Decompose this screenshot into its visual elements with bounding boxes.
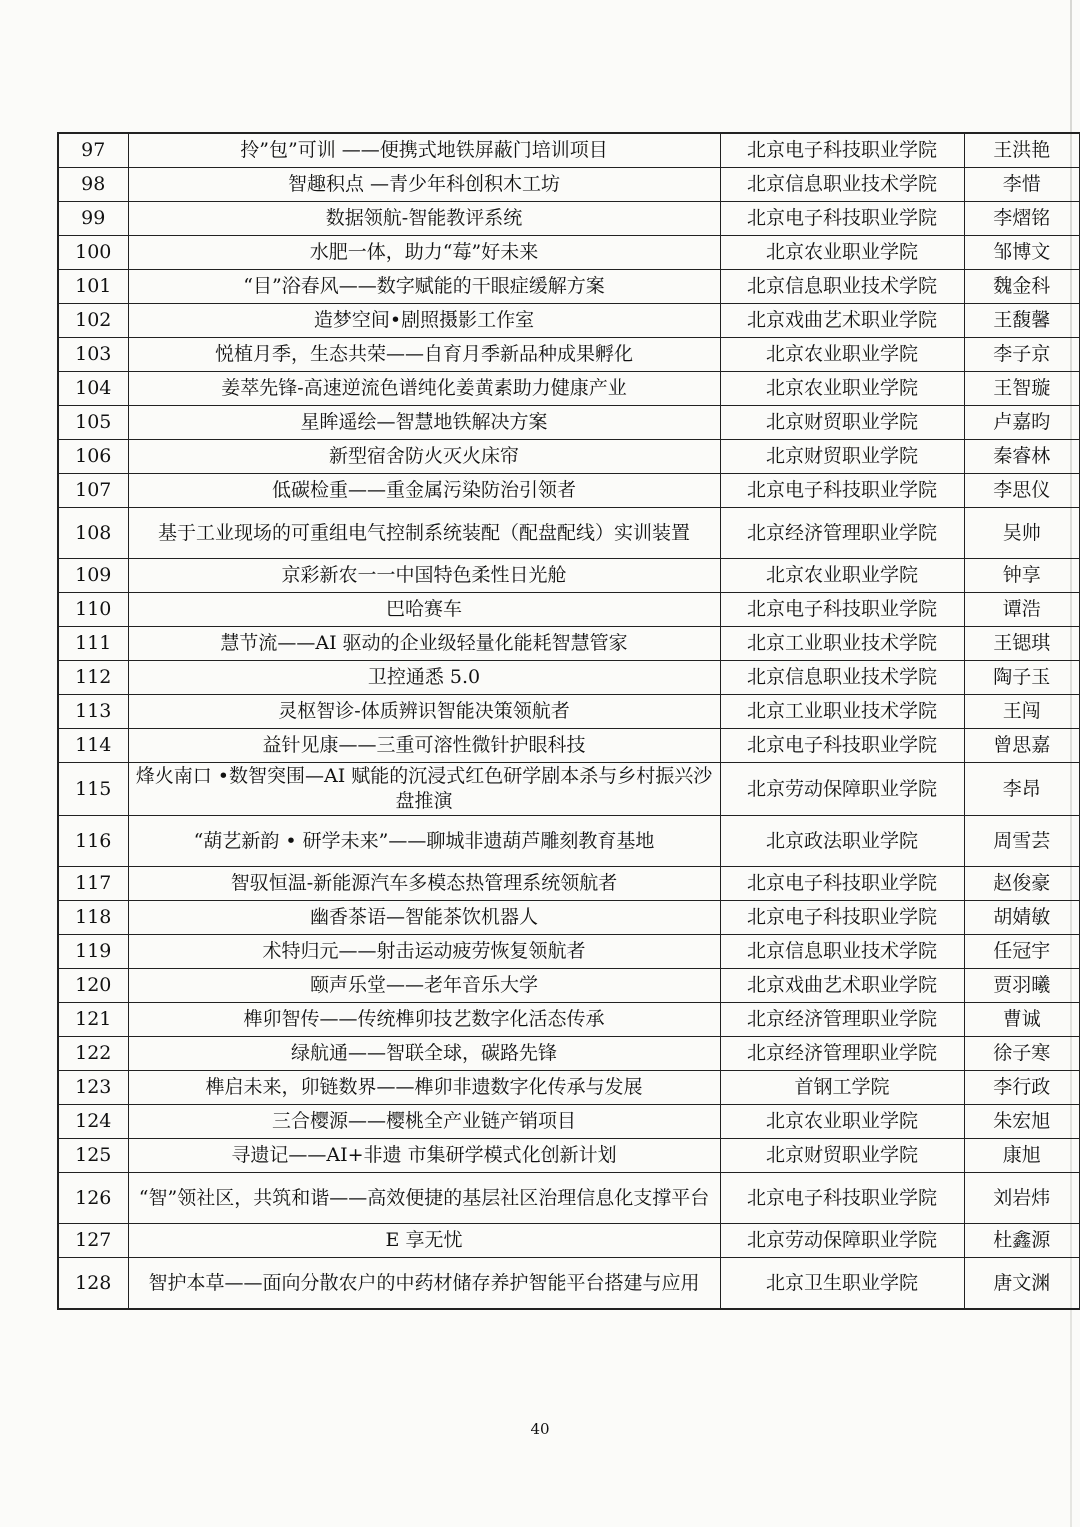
leader-name: 任冠宇 bbox=[964, 935, 1080, 969]
project-table bbox=[57, 132, 1080, 1310]
leader-name: 刘岩炜 bbox=[964, 1173, 1080, 1224]
table-row bbox=[58, 969, 1080, 1003]
project-name: 智趣积点 —青少年科创积木工坊 bbox=[128, 168, 720, 202]
row-number: 110 bbox=[58, 593, 128, 627]
school-name: 北京电子科技职业学院 bbox=[720, 593, 964, 627]
project-name: 基于工业现场的可重组电气控制系统装配（配盘配线）实训装置 bbox=[128, 508, 720, 559]
project-name: 幽香茶语—智能茶饮机器人 bbox=[128, 901, 720, 935]
project-name: 姜萃先锋-高速逆流色谱纯化姜黄素助力健康产业 bbox=[128, 372, 720, 406]
project-name: 灵枢智诊-体质辨识智能决策领航者 bbox=[128, 695, 720, 729]
table-row bbox=[58, 474, 1080, 508]
row-number: 107 bbox=[58, 474, 128, 508]
school-name: 北京卫生职业学院 bbox=[720, 1258, 964, 1310]
leader-name: 谭浩 bbox=[964, 593, 1080, 627]
leader-name: 钟享 bbox=[964, 559, 1080, 593]
row-number: 98 bbox=[58, 168, 128, 202]
project-name: 术特归元——射击运动疲劳恢复领航者 bbox=[128, 935, 720, 969]
project-name: 寻遗记——AI+非遗 市集研学模式化创新计划 bbox=[128, 1139, 720, 1173]
school-name: 北京电子科技职业学院 bbox=[720, 133, 964, 168]
page-number: 40 bbox=[530, 1420, 550, 1438]
leader-name: 曾思嘉 bbox=[964, 729, 1080, 763]
leader-name: 朱宏旭 bbox=[964, 1105, 1080, 1139]
row-number: 122 bbox=[58, 1037, 128, 1071]
leader-name: 陶子玉 bbox=[964, 661, 1080, 695]
table-body bbox=[58, 133, 1080, 1309]
row-number: 115 bbox=[58, 763, 128, 816]
leader-name: 周雪芸 bbox=[964, 816, 1080, 867]
leader-name: 徐子寒 bbox=[964, 1037, 1080, 1071]
school-name: 北京财贸职业学院 bbox=[720, 440, 964, 474]
row-number: 99 bbox=[58, 202, 128, 236]
project-name: 拎”包”可训 ——便携式地铁屏蔽门培训项目 bbox=[128, 133, 720, 168]
leader-name: 王馥馨 bbox=[964, 304, 1080, 338]
row-number: 127 bbox=[58, 1224, 128, 1258]
project-name: 智护本草——面向分散农户的中药材储存养护智能平台搭建与应用 bbox=[128, 1258, 720, 1310]
leader-name: 王锶琪 bbox=[964, 627, 1080, 661]
row-number: 119 bbox=[58, 935, 128, 969]
table-row bbox=[58, 236, 1080, 270]
leader-name: 胡婧敏 bbox=[964, 901, 1080, 935]
row-number: 102 bbox=[58, 304, 128, 338]
school-name: 北京工业职业技术学院 bbox=[720, 627, 964, 661]
leader-name: 李惜 bbox=[964, 168, 1080, 202]
row-number: 117 bbox=[58, 867, 128, 901]
row-number: 111 bbox=[58, 627, 128, 661]
school-name: 北京戏曲艺术职业学院 bbox=[720, 304, 964, 338]
project-name: 悦植月季，生态共荣——自育月季新品种成果孵化 bbox=[128, 338, 720, 372]
table-row bbox=[58, 729, 1080, 763]
table-row bbox=[58, 763, 1080, 816]
leader-name: 王闯 bbox=[964, 695, 1080, 729]
table-row bbox=[58, 695, 1080, 729]
table-row bbox=[58, 372, 1080, 406]
row-number: 100 bbox=[58, 236, 128, 270]
table-row bbox=[58, 133, 1080, 168]
table-row bbox=[58, 1139, 1080, 1173]
school-name: 北京财贸职业学院 bbox=[720, 1139, 964, 1173]
row-number: 114 bbox=[58, 729, 128, 763]
school-name: 北京经济管理职业学院 bbox=[720, 508, 964, 559]
project-name: 智驭恒温-新能源汽车多模态热管理系统领航者 bbox=[128, 867, 720, 901]
project-name: 星眸遥绘—智慧地铁解决方案 bbox=[128, 406, 720, 440]
project-name: 数据领航-智能教评系统 bbox=[128, 202, 720, 236]
school-name: 北京农业职业学院 bbox=[720, 372, 964, 406]
school-name: 北京戏曲艺术职业学院 bbox=[720, 969, 964, 1003]
project-name: 京彩新农一一中国特色柔性日光舱 bbox=[128, 559, 720, 593]
leader-name: 康旭 bbox=[964, 1139, 1080, 1173]
project-name: 绿航通——智联全球，碳路先锋 bbox=[128, 1037, 720, 1071]
table-row bbox=[58, 1224, 1080, 1258]
leader-name: 王智璇 bbox=[964, 372, 1080, 406]
table-row bbox=[58, 1071, 1080, 1105]
leader-name: 卢嘉昀 bbox=[964, 406, 1080, 440]
leader-name: 邹博文 bbox=[964, 236, 1080, 270]
school-name: 北京电子科技职业学院 bbox=[720, 867, 964, 901]
table-row bbox=[58, 559, 1080, 593]
school-name: 北京政法职业学院 bbox=[720, 816, 964, 867]
row-number: 118 bbox=[58, 901, 128, 935]
school-name: 北京信息职业技术学院 bbox=[720, 168, 964, 202]
table-row bbox=[58, 406, 1080, 440]
row-number: 113 bbox=[58, 695, 128, 729]
row-number: 125 bbox=[58, 1139, 128, 1173]
project-name: 巴哈赛车 bbox=[128, 593, 720, 627]
project-name: “目”浴春风——数字赋能的干眼症缓解方案 bbox=[128, 270, 720, 304]
leader-name: 李昂 bbox=[964, 763, 1080, 816]
table-row bbox=[58, 935, 1080, 969]
project-name: 慧节流——AI 驱动的企业级轻量化能耗智慧管家 bbox=[128, 627, 720, 661]
table-row bbox=[58, 508, 1080, 559]
school-name: 北京农业职业学院 bbox=[720, 338, 964, 372]
school-name: 北京劳动保障职业学院 bbox=[720, 763, 964, 816]
leader-name: 赵俊豪 bbox=[964, 867, 1080, 901]
school-name: 北京经济管理职业学院 bbox=[720, 1003, 964, 1037]
row-number: 105 bbox=[58, 406, 128, 440]
project-name: 卫控通悉 5.0 bbox=[128, 661, 720, 695]
row-number: 123 bbox=[58, 1071, 128, 1105]
leader-name: 秦睿林 bbox=[964, 440, 1080, 474]
table-row bbox=[58, 1173, 1080, 1224]
leader-name: 曹诚 bbox=[964, 1003, 1080, 1037]
school-name: 首钢工学院 bbox=[720, 1071, 964, 1105]
project-name: 三合樱源——樱桃全产业链产销项目 bbox=[128, 1105, 720, 1139]
project-name: 造梦空间•剧照摄影工作室 bbox=[128, 304, 720, 338]
school-name: 北京工业职业技术学院 bbox=[720, 695, 964, 729]
leader-name: 李熠铭 bbox=[964, 202, 1080, 236]
row-number: 128 bbox=[58, 1258, 128, 1310]
row-number: 97 bbox=[58, 133, 128, 168]
school-name: 北京财贸职业学院 bbox=[720, 406, 964, 440]
row-number: 106 bbox=[58, 440, 128, 474]
leader-name: 王洪艳 bbox=[964, 133, 1080, 168]
project-name: 榫启未来，卯链数界——榫卯非遗数字化传承与发展 bbox=[128, 1071, 720, 1105]
row-number: 112 bbox=[58, 661, 128, 695]
leader-name: 贾羽曦 bbox=[964, 969, 1080, 1003]
table-row bbox=[58, 270, 1080, 304]
leader-name: 唐文渊 bbox=[964, 1258, 1080, 1310]
row-number: 126 bbox=[58, 1173, 128, 1224]
table-row bbox=[58, 627, 1080, 661]
project-name: 新型宿舍防火灭火床帘 bbox=[128, 440, 720, 474]
row-number: 108 bbox=[58, 508, 128, 559]
school-name: 北京电子科技职业学院 bbox=[720, 202, 964, 236]
project-name: 烽火南口 •数智突围—AI 赋能的沉浸式红色研学剧本杀与乡村振兴沙盘推演 bbox=[128, 763, 720, 816]
row-number: 101 bbox=[58, 270, 128, 304]
table-row bbox=[58, 1258, 1080, 1310]
leader-name: 吴帅 bbox=[964, 508, 1080, 559]
project-name: E 享无忧 bbox=[128, 1224, 720, 1258]
school-name: 北京农业职业学院 bbox=[720, 236, 964, 270]
row-number: 109 bbox=[58, 559, 128, 593]
table-row bbox=[58, 901, 1080, 935]
table-row bbox=[58, 1037, 1080, 1071]
school-name: 北京农业职业学院 bbox=[720, 1105, 964, 1139]
leader-name: 李思仪 bbox=[964, 474, 1080, 508]
table-row bbox=[58, 1003, 1080, 1037]
school-name: 北京农业职业学院 bbox=[720, 559, 964, 593]
table-row bbox=[58, 338, 1080, 372]
school-name: 北京经济管理职业学院 bbox=[720, 1037, 964, 1071]
table-row bbox=[58, 816, 1080, 867]
leader-name: 魏金科 bbox=[964, 270, 1080, 304]
row-number: 116 bbox=[58, 816, 128, 867]
project-name: “智”领社区，共筑和谐——高效便捷的基层社区治理信息化支撑平台 bbox=[128, 1173, 720, 1224]
row-number: 120 bbox=[58, 969, 128, 1003]
leader-name: 李行政 bbox=[964, 1071, 1080, 1105]
project-name: 益针见康——三重可溶性微针护眼科技 bbox=[128, 729, 720, 763]
row-number: 121 bbox=[58, 1003, 128, 1037]
table-row bbox=[58, 661, 1080, 695]
project-name: 颐声乐堂——老年音乐大学 bbox=[128, 969, 720, 1003]
school-name: 北京劳动保障职业学院 bbox=[720, 1224, 964, 1258]
project-name: “葫艺新韵 • 研学未来”——聊城非遗葫芦雕刻教育基地 bbox=[128, 816, 720, 867]
leader-name: 杜鑫源 bbox=[964, 1224, 1080, 1258]
leader-name: 李子京 bbox=[964, 338, 1080, 372]
school-name: 北京信息职业技术学院 bbox=[720, 661, 964, 695]
project-name: 水肥一体，助力“莓”好未来 bbox=[128, 236, 720, 270]
school-name: 北京信息职业技术学院 bbox=[720, 270, 964, 304]
table-row bbox=[58, 867, 1080, 901]
school-name: 北京电子科技职业学院 bbox=[720, 729, 964, 763]
table-row bbox=[58, 440, 1080, 474]
school-name: 北京信息职业技术学院 bbox=[720, 935, 964, 969]
table-row bbox=[58, 202, 1080, 236]
school-name: 北京电子科技职业学院 bbox=[720, 474, 964, 508]
project-name: 低碳检重——重金属污染防治引领者 bbox=[128, 474, 720, 508]
school-name: 北京电子科技职业学院 bbox=[720, 1173, 964, 1224]
row-number: 124 bbox=[58, 1105, 128, 1139]
school-name: 北京电子科技职业学院 bbox=[720, 901, 964, 935]
row-number: 104 bbox=[58, 372, 128, 406]
table-row bbox=[58, 168, 1080, 202]
table-row bbox=[58, 304, 1080, 338]
row-number: 103 bbox=[58, 338, 128, 372]
project-name: 榫卯智传——传统榫卯技艺数字化活态传承 bbox=[128, 1003, 720, 1037]
table-row bbox=[58, 1105, 1080, 1139]
table-row bbox=[58, 593, 1080, 627]
